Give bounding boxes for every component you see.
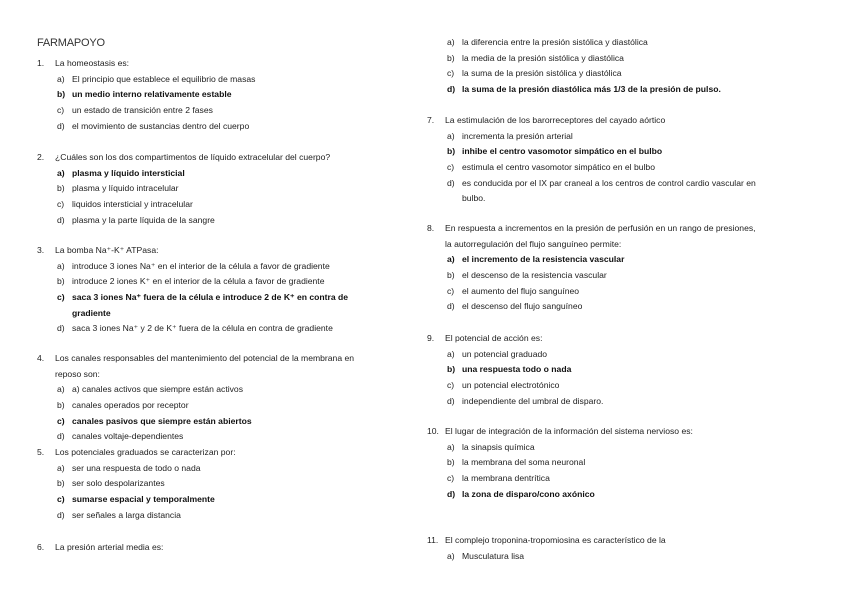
option-letter: a) <box>447 130 455 141</box>
option-text: liquidos intersticial y intracelular <box>72 199 193 210</box>
option-letter: c) <box>447 68 455 79</box>
option-letter: a) <box>57 167 65 178</box>
question-text: Los potenciales graduados se caracterizan por: <box>55 447 236 457</box>
option-letter: b) <box>57 478 65 489</box>
option-text: plasma y líquido intersticial <box>72 167 185 178</box>
option-letter: d) <box>447 84 456 95</box>
option-text: el aumento del flujo sanguíneo <box>462 285 580 296</box>
option-text: plasma y líquido intracelular <box>72 183 179 194</box>
option-letter: b) <box>57 400 65 411</box>
option-text: a) canales activos que siempre están activos <box>72 384 244 395</box>
question-text: La presión arterial media es: <box>55 542 164 552</box>
question-number: 8. <box>427 223 435 233</box>
document-title: FARMAPOYO <box>37 37 105 49</box>
option-text: ser una respuesta de todo o nada <box>72 462 201 473</box>
option-letter: c) <box>447 285 455 296</box>
question-number: 3. <box>37 245 45 255</box>
option-text: introduce 2 iones K⁺ en el interior de la célula a favor de gradiente <box>72 276 325 287</box>
option-letter: a) <box>57 384 65 395</box>
question-text: Los canales responsables del mantenimiento del potencial de la membrana en <box>55 353 355 363</box>
option-text: independiente del umbral de disparo. <box>462 395 604 406</box>
option-text: el movimiento de sustancias dentro del cuerpo <box>72 120 250 131</box>
option-text: canales pasivos que siempre están abiertos <box>72 415 252 426</box>
option-letter: a) <box>447 348 455 359</box>
option-letter: d) <box>447 488 456 499</box>
option-letter: a) <box>57 260 65 271</box>
option-letter: d) <box>57 214 65 225</box>
option-letter: c) <box>57 292 65 303</box>
option-text: un potencial electrotónico <box>462 380 560 391</box>
question-number: 9. <box>427 333 435 343</box>
option-text: la suma de la presión sistólica y diastólica <box>462 68 622 79</box>
option-text: el incremento de la resistencia vascular <box>462 254 625 265</box>
option-text: el descenso del flujo sanguíneo <box>462 301 583 312</box>
option-text-continued: gradiente <box>72 307 111 318</box>
option-text: un potencial graduado <box>462 348 548 359</box>
option-letter: c) <box>447 162 455 173</box>
option-letter: d) <box>447 301 455 312</box>
option-letter: d) <box>447 177 455 188</box>
question-number: 2. <box>37 152 45 162</box>
option-letter: a) <box>447 550 455 561</box>
option-letter: c) <box>447 380 455 391</box>
option-text: saca 3 iones Na⁺ fuera de la célula e introduce 2 de K⁺ en contra de <box>72 292 349 303</box>
option-text: la membrana dentrítica <box>462 473 550 484</box>
question-number: 10. <box>427 426 439 436</box>
option-text-continued: bulbo. <box>462 193 486 204</box>
question-text: El lugar de integración de la información del sistema nervioso es: <box>445 426 693 436</box>
option-text: la media de la presión sistólica y diastólica <box>462 52 624 63</box>
option-text: saca 3 iones Na⁺ y 2 de K⁺ fuera de la célula en contra de gradiente <box>72 323 333 334</box>
question-text: El complejo troponina-tropomiosina es característico de la <box>445 535 666 545</box>
option-letter: a) <box>447 441 455 452</box>
option-text: estimula el centro vasomotor simpático en el bulbo <box>462 162 655 173</box>
question-number: 1. <box>37 58 45 68</box>
question-text: ¿Cuáles son los dos compartimentos de líquido extracelular del cuerpo? <box>55 152 331 162</box>
option-text: el descenso de la resistencia vascular <box>462 270 607 281</box>
option-letter: a) <box>447 37 455 47</box>
option-letter: b) <box>447 364 456 375</box>
option-letter: b) <box>447 52 455 63</box>
question-number: 6. <box>37 542 45 552</box>
option-letter: a) <box>57 73 65 84</box>
option-text: incrementa la presión arterial <box>462 130 573 141</box>
option-letter: d) <box>57 431 65 442</box>
question-number: 5. <box>37 447 45 457</box>
question-number: 7. <box>427 115 435 125</box>
option-text: canales operados por receptor <box>72 400 189 411</box>
option-letter: b) <box>447 146 456 157</box>
option-text: un medio interno relativamente estable <box>72 89 232 100</box>
option-text: una respuesta todo o nada <box>462 364 572 375</box>
option-text: ser solo despolarizantes <box>72 478 165 489</box>
option-letter: b) <box>57 276 65 287</box>
option-text: sumarse espacial y temporalmente <box>72 494 215 505</box>
option-text: inhibe el centro vasomotor simpático en el bulbo <box>462 146 663 157</box>
option-text: la sinapsis química <box>462 441 535 452</box>
option-letter: d) <box>57 509 65 520</box>
option-text: El principio que establece el equilibrio de masas <box>72 73 256 84</box>
option-letter: c) <box>57 494 65 505</box>
option-text: un estado de transición entre 2 fases <box>72 105 213 116</box>
question-text: La homeostasis es: <box>55 58 130 68</box>
option-text: la membrana del soma neuronal <box>462 457 586 468</box>
option-letter: b) <box>447 457 455 468</box>
option-letter: b) <box>447 270 455 281</box>
option-letter: b) <box>57 89 66 100</box>
question-text: reposo son: <box>55 368 100 379</box>
option-text: introduce 3 iones Na⁺ en el interior de la célula a favor de gradiente <box>72 260 330 271</box>
option-text: canales voltaje-dependientes <box>72 431 184 442</box>
question-text: El potencial de acción es: <box>445 333 543 343</box>
option-text: la diferencia entre la presión sistólica y diastólica <box>462 37 648 47</box>
option-text: la zona de disparo/cono axónico <box>462 488 595 499</box>
option-letter: c) <box>57 105 65 116</box>
question-text: la autorregulación del flujo sanguíneo permite: <box>445 238 622 249</box>
option-text: la suma de la presión diastólica más 1/3 de la presión de pulso. <box>462 84 721 95</box>
option-letter: b) <box>57 183 65 194</box>
question-number: 11. <box>427 535 439 545</box>
option-text: es conducida por el IX par craneal a los centros de control cardio vascular en <box>462 177 756 188</box>
option-text: Musculatura lisa <box>462 550 525 561</box>
option-letter: c) <box>447 473 455 484</box>
option-letter: d) <box>447 395 455 406</box>
option-text: plasma y la parte líquida de la sangre <box>72 214 215 225</box>
option-letter: a) <box>57 462 65 473</box>
option-text: ser señales a larga distancia <box>72 509 181 520</box>
question-text: La bomba Na⁺-K⁺ ATPasa: <box>55 245 159 255</box>
option-letter: d) <box>57 120 65 131</box>
question-text: En respuesta a incrementos en la presión de perfusión en un rango de presiones, <box>445 223 756 233</box>
option-letter: c) <box>57 415 65 426</box>
option-letter: a) <box>447 254 455 265</box>
option-letter: c) <box>57 199 65 210</box>
question-number: 4. <box>37 353 45 363</box>
option-letter: d) <box>57 323 65 334</box>
question-text: La estimulación de los barorreceptores del cayado aórtico <box>445 115 666 125</box>
